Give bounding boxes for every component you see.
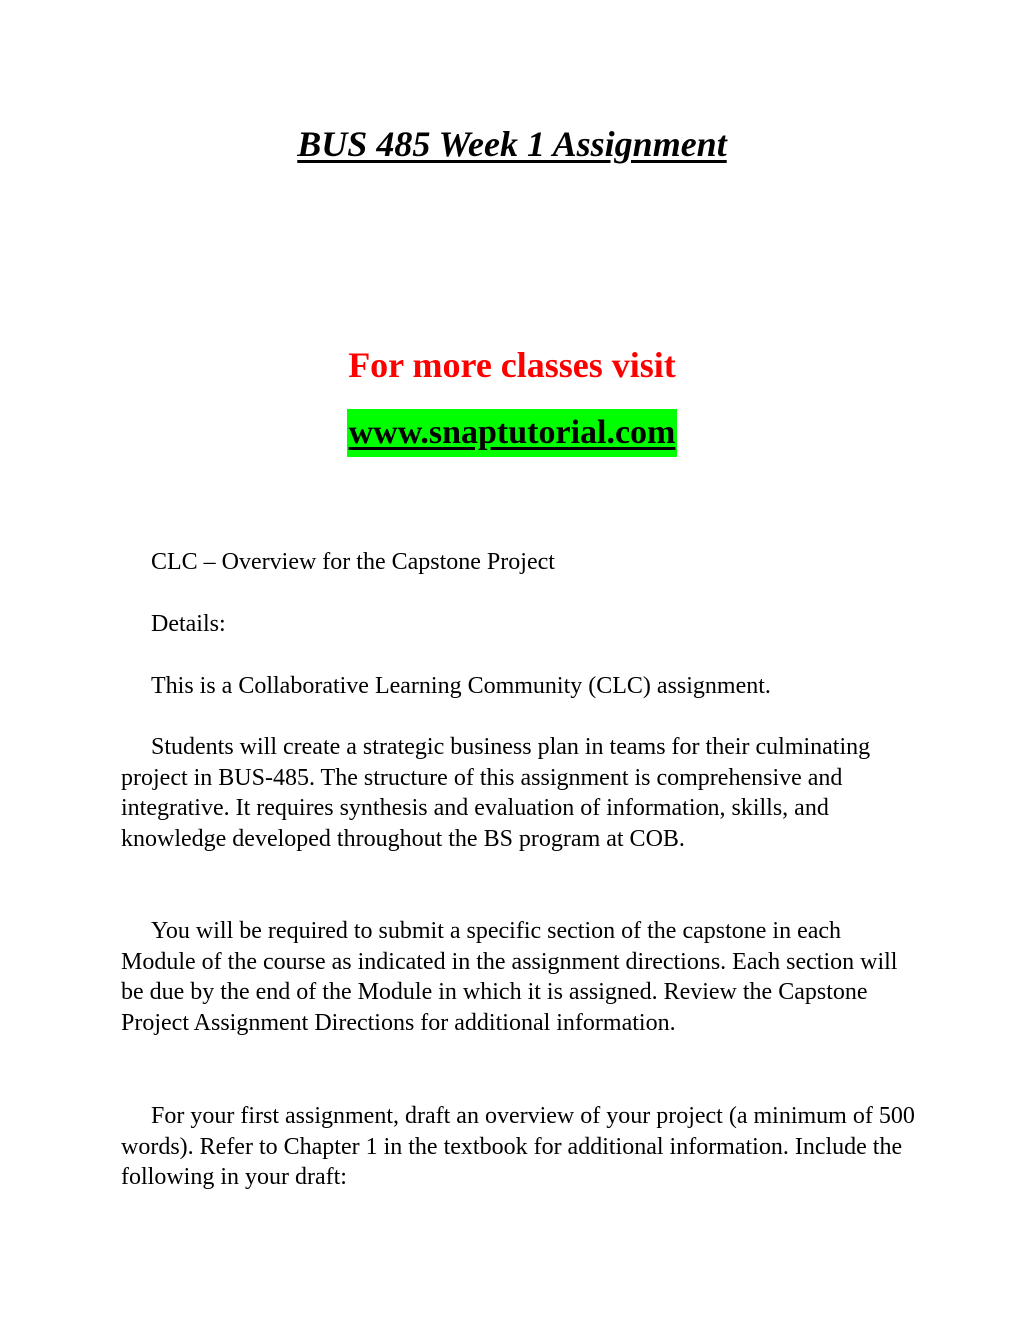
website-link[interactable]: www.snaptutorial.com bbox=[347, 409, 678, 457]
details-label bbox=[121, 609, 921, 640]
details-label-text: Details: bbox=[151, 611, 226, 637]
paragraph-3-text: You will be required to submit a specific section of the capstone in each Module of the course as indicated in the assignment directions. Each section will be due by the end of the Module in which it is assigned. Review the Capstone Project Assignment Directions for additional information. bbox=[121, 918, 898, 1036]
paragraph-4 bbox=[121, 1101, 921, 1193]
document-title: BUS 485 Week 1 Assignment bbox=[297, 124, 727, 164]
paragraph-4-text: For your first assignment, draft an overview of your project (a minimum of 500 words). Refer to Chapter 1 in the textbook for additional information. Include the following in your draft: bbox=[121, 1103, 915, 1191]
paragraph-2-text: Students will create a strategic business plan in teams for their culminating project in BUS-485. The structure of this assignment is comprehensive and integrative. It requires synthesis and evaluation of information, skills, and knowledge developed throughout the BS program at COB. bbox=[121, 734, 871, 852]
website-container bbox=[0, 409, 1024, 457]
section-heading-text: CLC – Overview for the Capstone Project bbox=[151, 549, 555, 575]
paragraph-1 bbox=[121, 671, 921, 702]
paragraph-3 bbox=[121, 916, 921, 1038]
section-heading bbox=[121, 547, 921, 578]
promo-line: For more classes visit bbox=[348, 345, 676, 385]
paragraph-2 bbox=[121, 732, 921, 854]
paragraph-1-text: This is a Collaborative Learning Community (CLC) assignment. bbox=[151, 673, 771, 699]
